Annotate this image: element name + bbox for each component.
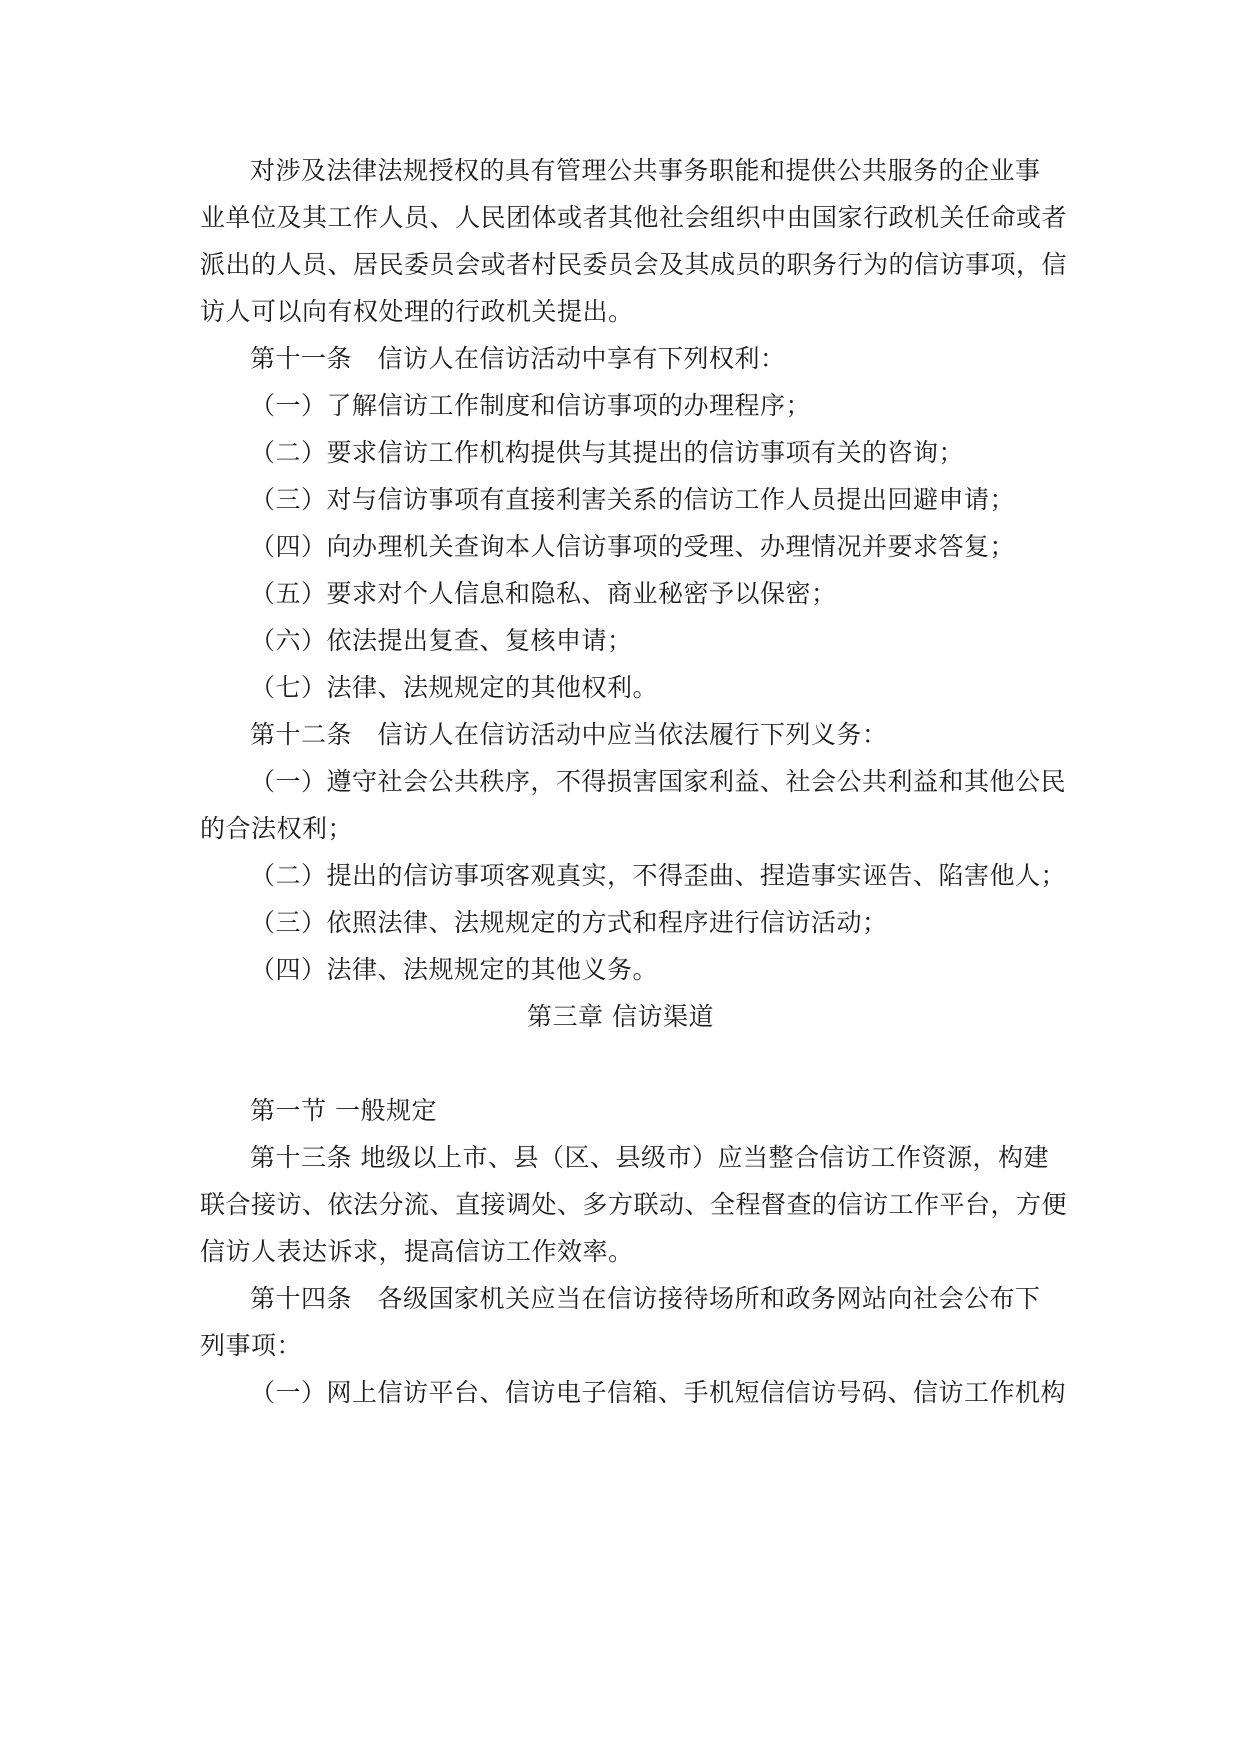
article-13-line: 第十三条 地级以上市、县（区、县级市）应当整合信访工作资源，构建: [250, 1143, 1049, 1172]
paragraph-line: 访人可以向有权处理的行政机关提出。: [200, 297, 634, 326]
article-14-line: 第十四条 各级国家机关应当在信访接待场所和政务网站向社会公布下: [250, 1284, 1041, 1313]
list-item: （二）提出的信访事项客观真实，不得歪曲、捏造事实诬告、陷害他人；: [250, 861, 1067, 890]
paragraph-line: 业单位及其工作人员、人民团体或者其他社会组织中由国家行政机关任命或者: [200, 203, 1068, 232]
list-item: （四）法律、法规规定的其他义务。: [250, 955, 659, 984]
list-item: （一）了解信访工作制度和信访事项的办理程序；: [250, 391, 812, 420]
list-item: （二）要求信访工作机构提供与其提出的信访事项有关的咨询；: [250, 438, 965, 467]
article-11-heading: 第十一条 信访人在信访活动中享有下列权利：: [250, 344, 786, 373]
article-14-line: 列事项：: [200, 1331, 303, 1360]
list-item: （五）要求对个人信息和隐私、商业秘密予以保密；: [250, 579, 837, 608]
section-title: 第一节 一般规定: [250, 1096, 437, 1125]
article-13-line: 信访人表达诉求，提高信访工作效率。: [200, 1237, 634, 1266]
list-item: （一）网上信访平台、信访电子信箱、手机短信信访号码、信访工作机构: [250, 1378, 1067, 1407]
paragraph-line: 派出的人员、居民委员会或者村民委员会及其成员的职务行为的信访事项，信: [200, 250, 1068, 279]
paragraph-line: 对涉及法律法规授权的具有管理公共事务职能和提供公共服务的企业事: [250, 156, 1041, 185]
list-item: （六）依法提出复查、复核申请；: [250, 626, 633, 655]
list-item: （三）依照法律、法规规定的方式和程序进行信访活动；: [250, 908, 888, 937]
article-12-heading: 第十二条 信访人在信访活动中应当依法履行下列义务：: [250, 720, 888, 749]
list-item-continuation: 的合法权利；: [200, 814, 354, 843]
article-13-line: 联合接访、依法分流、直接调处、多方联动、全程督查的信访工作平台，方便: [200, 1190, 1068, 1219]
list-item: （三）对与信访事项有直接利害关系的信访工作人员提出回避申请；: [250, 485, 1016, 514]
chapter-title: 第三章 信访渠道: [527, 1002, 714, 1031]
list-item: （一）遵守社会公共秩序，不得损害国家利益、社会公共利益和其他公民: [250, 767, 1067, 796]
list-item: （四）向办理机关查询本人信访事项的受理、办理情况并要求答复；: [250, 532, 1016, 561]
list-item: （七）法律、法规规定的其他权利。: [250, 673, 659, 702]
